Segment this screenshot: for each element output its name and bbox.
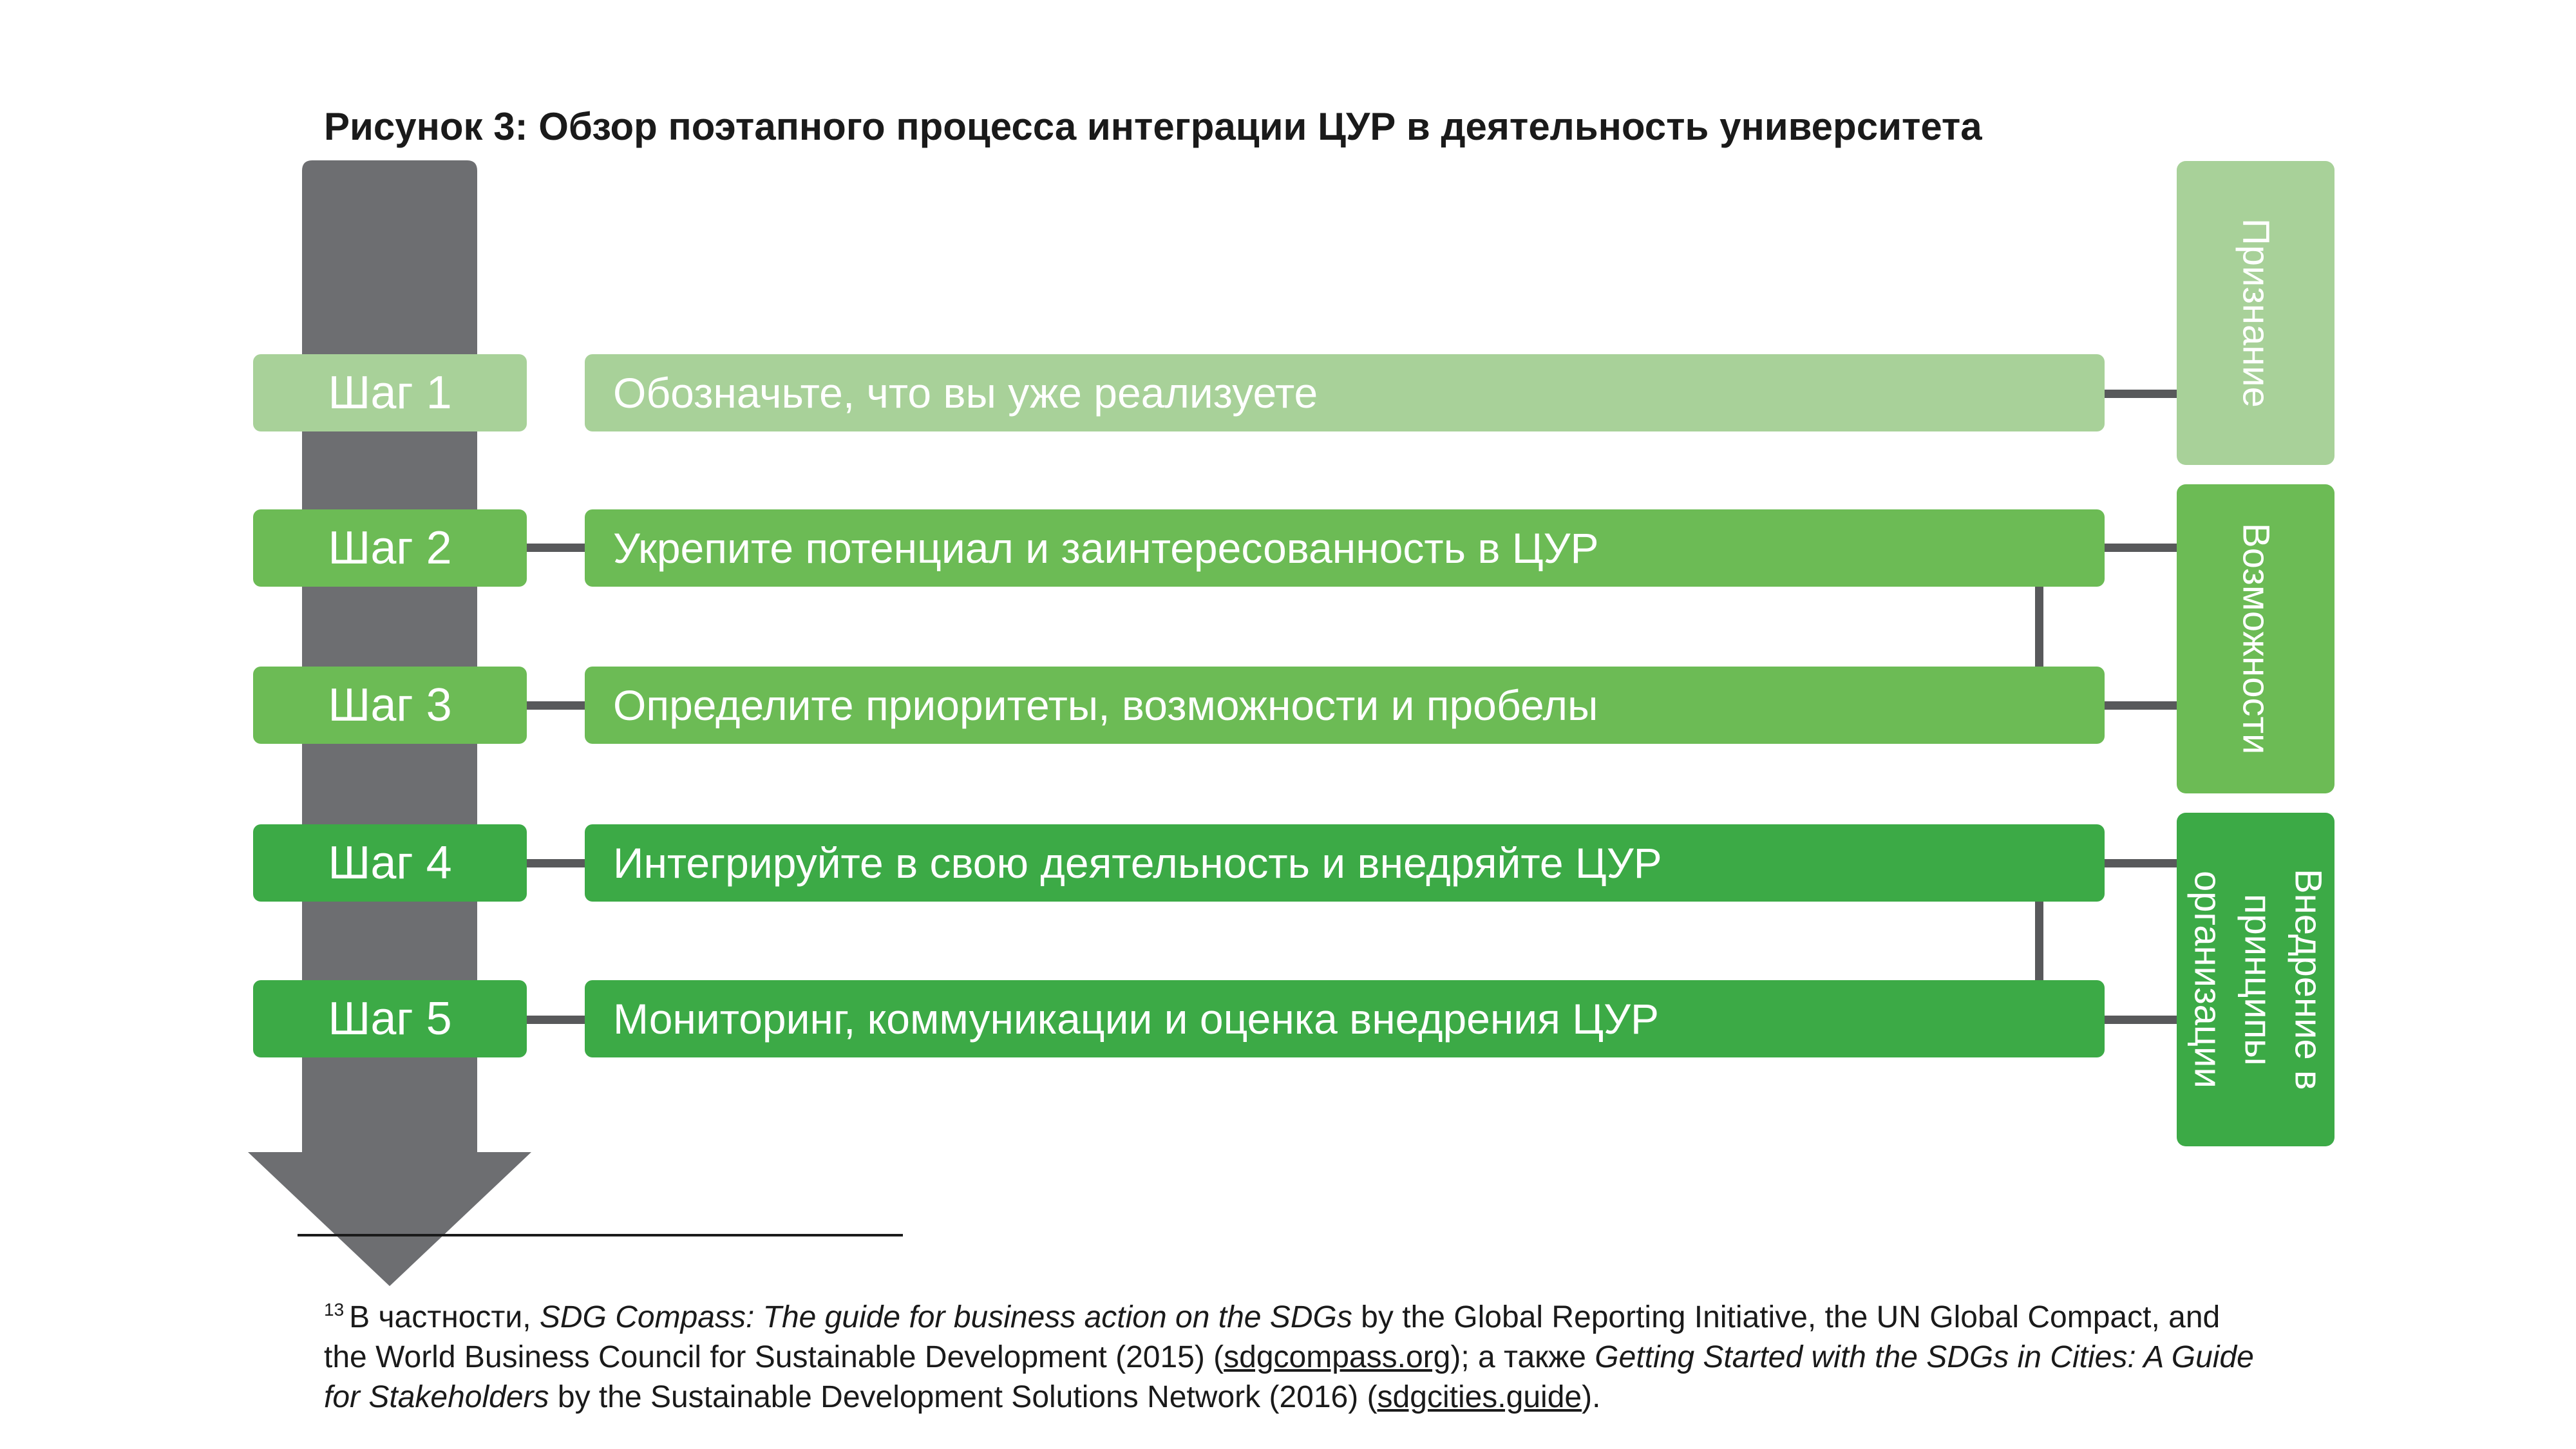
footnote-marker: 13: [324, 1300, 345, 1320]
side-label-implementation: [2177, 813, 2334, 1146]
step-2-box: Укрепите потенциал и заинтересованность в ЦУР: [585, 509, 2105, 587]
footnote: [324, 1290, 2256, 1417]
connector: [2105, 390, 2177, 398]
bracket-connector: [2035, 900, 2043, 980]
step-1-box: Обозначьте, что вы уже реализуете: [585, 354, 2105, 431]
footnote-link[interactable]: sdgcompass.org: [1224, 1340, 1451, 1374]
step-3-box: Определите приоритеты, возможности и пробелы: [585, 667, 2105, 744]
connector: [527, 544, 585, 552]
connector: [2105, 859, 2177, 867]
footnote-text: ).: [1582, 1380, 1601, 1414]
side-label-text: Признание: [2235, 218, 2277, 408]
connector: [2105, 701, 2177, 710]
step-4-box: Интегрируйте в свою деятельность и внедряйте ЦУР: [585, 824, 2105, 902]
footnote-text: ); а также: [1450, 1340, 1595, 1374]
figure-title: Рисунок 3: Обзор поэтапного процесса интеграции ЦУР в деятельность университета: [324, 105, 1982, 148]
step-5-box: Мониторинг, коммуникации и оценка внедрения ЦУР: [585, 980, 2105, 1057]
step-3-label: Шаг 3: [253, 667, 527, 744]
connector: [527, 701, 585, 710]
step-2-label: Шаг 2: [253, 509, 527, 587]
step-5-label: Шаг 5: [253, 980, 527, 1057]
connector: [527, 859, 585, 867]
bracket-connector: [2035, 586, 2043, 667]
step-1-label: Шаг 1: [253, 354, 527, 431]
step-4-label: Шаг 4: [253, 824, 527, 902]
connector: [527, 1016, 585, 1024]
connector: [2105, 1016, 2177, 1024]
footnote-title: Getting Started with the SDGs in Cities: A Guide for Stakeholders: [324, 1340, 2254, 1414]
side-label-text: Возможности: [2235, 523, 2277, 755]
side-label-recognition: [2177, 161, 2334, 465]
side-label-opportunities: [2177, 484, 2334, 793]
footnote-text: by the Global Reporting Initiative, the UN Global Compact, and the World Business Council for Sustainable Development (2015) (: [324, 1300, 2221, 1374]
footnote-text: by the Sustainable Development Solutions Network (2016) (: [549, 1380, 1378, 1414]
footnote-rule: [298, 1234, 903, 1236]
footnote-link[interactable]: sdgcities.guide: [1377, 1380, 1582, 1414]
connector: [2105, 544, 2177, 552]
side-label-text: Внедрение в принципы организации: [2186, 869, 2329, 1090]
footnote-text: В частности,: [349, 1300, 540, 1334]
footnote-title: SDG Compass: The guide for business action on the SDGs: [539, 1300, 1352, 1334]
